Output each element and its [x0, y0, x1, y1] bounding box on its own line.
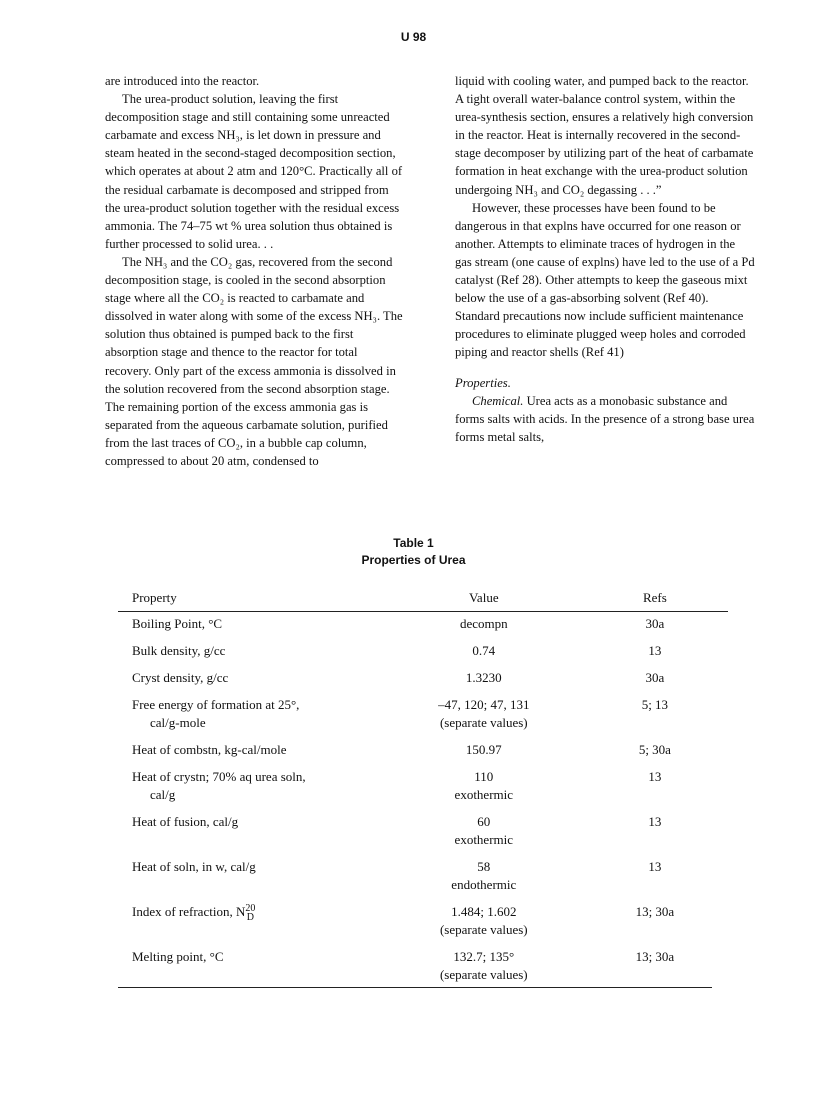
paragraph: The urea-product solution, leaving the first decomposition stage and still containing some unreacted carbamate and excess NH₃, is let down in pressure and steam heated in the second-staged decomposition section, which operates at about 2 atm and 120°C. Practically all of the residual carbamate is decomposed and stripped from the urea-product solution together with the residual excess ammonia. The 74–75 wt % urea solution thus obtained is further processed to solid urea. . . — [105, 92, 403, 251]
value-note: (separate values) — [439, 922, 528, 937]
column-header: Refs — [582, 587, 728, 612]
property-cell — [118, 765, 386, 810]
table-header-row — [118, 587, 728, 612]
value-cell — [386, 810, 582, 855]
property-cell: Heat of soln, in w, cal/g — [132, 859, 256, 874]
refs-cell: 30a — [645, 670, 665, 685]
value-text: –47, 120; 47, 131 — [438, 697, 530, 712]
column-header: Value — [386, 587, 582, 612]
refs-cell: 5; 13 — [641, 697, 669, 712]
refs-cell: 13 — [648, 814, 662, 829]
value-note: (separate values) — [439, 967, 528, 982]
paragraph: are introduced into the reactor. — [105, 74, 260, 88]
property-text: Heat of crystn; 70% aq urea soln, — [132, 769, 306, 784]
column-header: Property — [118, 587, 386, 612]
value-cell — [386, 693, 582, 738]
value-note: exothermic — [454, 832, 514, 847]
value-note: exothermic — [454, 787, 514, 802]
value-text: 60 — [477, 814, 491, 829]
table-row — [118, 612, 728, 640]
property-cell — [118, 900, 386, 945]
refs-cell: 13 — [648, 643, 662, 658]
refraction-notation — [245, 904, 255, 922]
value-cell: 150.97 — [465, 742, 502, 757]
value-text: 110 — [474, 769, 494, 784]
value-cell — [386, 900, 582, 945]
paragraph: However, these processes have been found to be dangerous in that explns have occurred for one reason or another. Attempts to eliminate traces of hydrogen in the gas stream (one cause of explns) have led to the use of a Pd catalyst (Ref 28). Other attempts to keep the gaseous mixt below the use of a gas-absorbing solvent (Ref 40). Standard precautions now include sufficient maintenance procedures to eliminate plugged weep holes and corroded piping and reactor shells (Ref 41) — [455, 200, 755, 360]
value-cell: 1.3230 — [465, 670, 502, 685]
value-text: 58 — [477, 859, 491, 874]
table-row — [118, 738, 728, 765]
properties-heading: Properties. — [455, 375, 511, 390]
table-row — [118, 693, 728, 738]
value-text: 132.7; 135° — [453, 949, 515, 964]
property-cell: Heat of combstn, kg-cal/mole — [132, 742, 287, 757]
refraction-sub: D — [246, 912, 254, 924]
value-cell — [386, 765, 582, 810]
table-number: Table 1 — [393, 536, 434, 550]
value-note: (separate values) — [439, 715, 528, 730]
table-row — [118, 855, 728, 900]
property-text: Free energy of formation at 25°, — [132, 697, 300, 712]
chemical-paragraph — [455, 392, 755, 446]
paragraph: The NH₃ and the CO₂ gas, recovered from the second decomposition stage, is cooled in the second absorption stage where all the CO₂ is reacted to carbamate and dissolved in water along with some of the excess NH₃. The solution thus obtained is pumped back to the first absorption stage and thence to the reactor for total recovery. Only part of the excess ammonia is dissolved in the solution recovered from the second absorption stage. The remaining portion of the excess ammonia gas is separated from the aqueous carbamate solution, purified from the last traces of CO₂, in a bubble cap column, compressed to about 20 atm, condensed to — [105, 254, 403, 468]
refraction-sup: 20 — [245, 903, 256, 915]
value-text: 1.484; 1.602 — [451, 904, 517, 919]
table-row — [118, 765, 728, 810]
value-cell: 0.74 — [472, 643, 496, 658]
table-caption — [0, 535, 827, 569]
property-cell: Bulk density, g/cc — [132, 643, 226, 658]
refs-cell: 13; 30a — [635, 904, 675, 919]
table-row — [118, 900, 728, 945]
value-cell — [386, 855, 582, 900]
refs-cell: 13 — [648, 859, 662, 874]
property-cell — [118, 693, 386, 738]
property-cell: Heat of fusion, cal/g — [132, 814, 239, 829]
table-row — [118, 666, 728, 693]
value-cell: decompn — [459, 616, 508, 631]
property-cell: Cryst density, g/cc — [132, 670, 229, 685]
table-row — [118, 639, 728, 666]
property-cell: Boiling Point, °C — [132, 616, 223, 631]
right-column — [455, 72, 755, 446]
properties-table — [118, 587, 728, 990]
refs-cell: 30a — [645, 616, 665, 631]
table-title: Properties of Urea — [361, 553, 466, 567]
page-header: U 98 — [400, 30, 427, 44]
refs-cell: 13 — [648, 769, 662, 784]
chemical-label: Chemical. — [472, 393, 524, 408]
value-cell — [386, 945, 582, 990]
property-cell: Melting point, °C — [132, 949, 224, 964]
table-row — [118, 810, 728, 855]
property-text-cont: cal/g-mole — [150, 715, 206, 730]
paragraph: liquid with cooling water, and pumped back to the reactor. A tight overall water-balance control system, within the urea-synthesis section, ensures a relatively high conversion in the reactor. Heat is internally recovered in the second-stage decomposer by utilizing part of the heat of carbamate formation in heat exchange with the urea-product solution undergoing NH₃ and CO₂ degassing . . .” — [455, 74, 754, 197]
property-text: Index of refraction, N — [132, 904, 246, 919]
value-note: endothermic — [451, 877, 517, 892]
refs-cell: 5; 30a — [638, 742, 671, 757]
property-text-cont: cal/g — [150, 787, 176, 802]
left-column — [105, 72, 405, 470]
table-bottom-rule — [118, 987, 712, 988]
refs-cell: 13; 30a — [635, 949, 675, 964]
chemical-text: Urea acts as a monobasic substance and forms salts with acids. In the presence of a strong base urea forms metal salts, — [455, 393, 755, 444]
table-row — [118, 945, 728, 990]
